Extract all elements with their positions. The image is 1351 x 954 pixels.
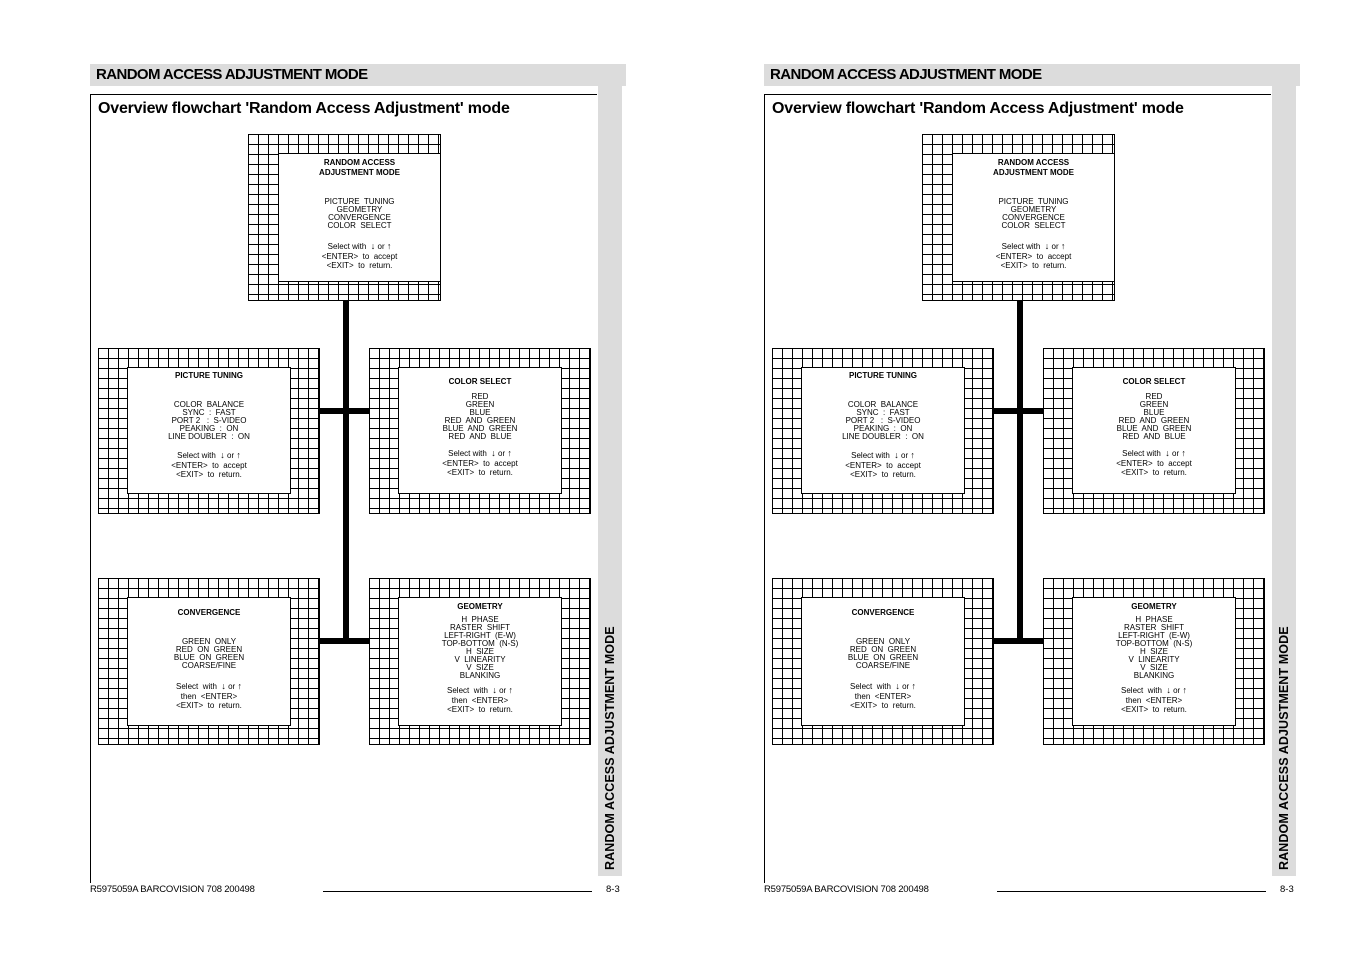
select-with-text: Select with <box>851 451 890 460</box>
menu-item: GREEN ONLY <box>855 637 911 646</box>
menu-items <box>953 198 1114 230</box>
convergence-screen <box>127 597 291 726</box>
menu-title: PICTURE TUNING <box>849 371 917 380</box>
menu-item: RED ON GREEN <box>849 645 917 654</box>
enter-instruction: <ENTER> to accept <box>845 460 921 470</box>
sidebar-tab-text: RANDOM ACCESS ADJUSTMENT MODE <box>1277 626 1291 870</box>
exit-instruction: <EXIT> to return. <box>447 705 513 714</box>
menu-item: H SIZE <box>465 647 494 656</box>
page-header: RANDOM ACCESS ADJUSTMENT MODE <box>764 64 1300 86</box>
select-instruction <box>953 242 1114 252</box>
select-with-text: Select with <box>176 682 217 691</box>
menu-title: GEOMETRY <box>457 602 503 611</box>
menu-title: RANDOM ACCESS ADJUSTMENT MODE <box>319 158 400 177</box>
menu-item: BLUE ON GREEN <box>173 653 245 662</box>
flow-connector-lower <box>993 638 1043 644</box>
up-arrow-icon: ↑ <box>508 685 513 695</box>
menu-items <box>802 638 964 670</box>
geometry-screen <box>1072 597 1236 726</box>
menu-item: RED AND BLUE <box>1122 432 1186 441</box>
menu-item: PICTURE TUNING <box>998 197 1069 206</box>
menu-title: CONVERGENCE <box>177 608 241 617</box>
select-with-text: Select with <box>850 682 891 691</box>
menu-item: BLUE <box>469 408 491 417</box>
menu-title: PICTURE TUNING <box>175 371 243 380</box>
or-text: or <box>902 682 910 691</box>
menu-item: BLANKING <box>459 671 501 680</box>
menu-item: RED AND GREEN <box>444 416 516 425</box>
menu-item: RASTER SHIFT <box>449 623 510 632</box>
menu-item: CONVERGENCE <box>328 213 391 222</box>
menu-title: RANDOM ACCESS ADJUSTMENT MODE <box>993 158 1074 177</box>
enter-instruction: then <ENTER> <box>1125 695 1183 705</box>
menu-item: H SIZE <box>1139 647 1168 656</box>
down-arrow-icon: ↓ <box>221 681 226 691</box>
menu-items <box>1073 616 1235 680</box>
menu-item: BLUE ON GREEN <box>847 653 919 662</box>
flow-connector-vertical <box>1017 300 1023 642</box>
picture-tuning-screen <box>801 367 965 494</box>
enter-instruction: <ENTER> to accept <box>442 458 518 468</box>
select-with-text: Select with <box>1001 242 1041 251</box>
main-menu-screen <box>278 153 441 282</box>
menu-item: RED <box>1145 392 1163 401</box>
select-with-text: Select with <box>1122 449 1161 458</box>
or-text: or <box>498 449 506 458</box>
enter-instruction: <ENTER> to accept <box>321 251 398 261</box>
select-instruction <box>399 686 561 696</box>
main-menu-screen <box>952 153 1115 282</box>
section-title: Overview flowchart 'Random Access Adjustment' mode <box>98 100 510 117</box>
menu-items <box>128 638 290 670</box>
menu-item: COLOR BALANCE <box>847 400 919 409</box>
menu-items <box>399 616 561 680</box>
up-arrow-icon: ↑ <box>236 450 241 460</box>
color-select-screen <box>1072 367 1236 494</box>
footer-page-number: 8-3 <box>606 884 620 895</box>
or-text: or <box>1172 449 1180 458</box>
or-text: or <box>377 242 385 251</box>
up-arrow-icon: ↑ <box>1182 685 1187 695</box>
menu-items <box>399 393 561 441</box>
flow-connector-upper <box>993 408 1043 414</box>
menu-item: V SIZE <box>1140 663 1168 672</box>
down-arrow-icon: ↓ <box>1044 241 1050 251</box>
menu-item: LEFT-RIGHT (E-W) <box>1118 631 1190 640</box>
down-arrow-icon: ↓ <box>220 450 225 460</box>
select-instruction <box>802 682 964 692</box>
enter-instruction: then <ENTER> <box>451 695 509 705</box>
menu-item: SYNC : FAST <box>182 408 236 417</box>
menu-item: PICTURE TUNING <box>324 197 395 206</box>
or-text: or <box>1173 686 1181 695</box>
menu-item: RED ON GREEN <box>175 645 243 654</box>
menu-item: GREEN <box>1139 400 1169 409</box>
convergence-screen <box>801 597 965 726</box>
select-instruction <box>399 449 561 459</box>
enter-instruction: <ENTER> to accept <box>995 251 1072 261</box>
select-instruction <box>279 242 440 252</box>
footer-doc-id: R5975059A BARCOVISION 708 200498 <box>90 884 255 895</box>
menu-item: RED AND GREEN <box>1118 416 1190 425</box>
select-with-text: Select with <box>327 242 367 251</box>
enter-instruction: <ENTER> to accept <box>171 460 247 470</box>
menu-items <box>279 198 440 230</box>
up-arrow-icon: ↑ <box>1181 448 1186 458</box>
exit-instruction: <EXIT> to return. <box>176 701 242 710</box>
flow-connector-upper <box>319 408 369 414</box>
exit-instruction: <EXIT> to return. <box>326 261 393 270</box>
enter-instruction: <ENTER> to accept <box>1116 458 1192 468</box>
menu-item: LINE DOUBLER : ON <box>842 432 924 441</box>
up-arrow-icon: ↑ <box>507 448 512 458</box>
or-text: or <box>901 451 909 460</box>
up-arrow-icon: ↑ <box>911 681 916 691</box>
footer-page-number: 8-3 <box>1280 884 1294 895</box>
menu-item: GEOMETRY <box>336 205 383 214</box>
menu-item: H PHASE <box>1135 615 1173 624</box>
menu-item: LEFT-RIGHT (E-W) <box>444 631 516 640</box>
select-with-text: Select with <box>1121 686 1162 695</box>
menu-item: COLOR SELECT <box>1001 221 1066 230</box>
menu-item: GREEN <box>465 400 495 409</box>
menu-item: BLUE AND GREEN <box>442 424 518 433</box>
flow-connector-lower <box>319 638 369 644</box>
flow-connector-vertical <box>343 300 349 642</box>
down-arrow-icon: ↓ <box>894 450 899 460</box>
menu-item: TOP-BOTTOM (N-S) <box>1115 639 1193 648</box>
exit-instruction: <EXIT> to return. <box>176 470 242 479</box>
enter-instruction: then <ENTER> <box>180 691 238 701</box>
menu-item: COLOR SELECT <box>327 221 392 230</box>
menu-item: BLUE <box>1143 408 1165 417</box>
menu-item: GEOMETRY <box>1010 205 1057 214</box>
select-instruction <box>128 451 290 461</box>
up-arrow-icon: ↑ <box>1060 241 1066 251</box>
or-text: or <box>228 682 236 691</box>
exit-instruction: <EXIT> to return. <box>1000 261 1067 270</box>
menu-item: H PHASE <box>461 615 499 624</box>
menu-item: SYNC : FAST <box>856 408 910 417</box>
exit-instruction: <EXIT> to return. <box>850 701 916 710</box>
select-with-text: Select with <box>177 451 216 460</box>
down-arrow-icon: ↓ <box>492 685 497 695</box>
menu-item: PORT 2 : S-VIDEO <box>171 416 247 425</box>
menu-item: COARSE/FINE <box>181 661 237 670</box>
geometry-screen <box>398 597 562 726</box>
select-instruction <box>802 451 964 461</box>
menu-item: RED AND BLUE <box>448 432 512 441</box>
menu-item: COARSE/FINE <box>855 661 911 670</box>
select-instruction <box>128 682 290 692</box>
select-instruction <box>1073 449 1235 459</box>
menu-item: BLANKING <box>1133 671 1175 680</box>
menu-item: V LINEARITY <box>454 655 506 664</box>
menu-item: V SIZE <box>466 663 494 672</box>
down-arrow-icon: ↓ <box>491 448 496 458</box>
or-text: or <box>1051 242 1059 251</box>
menu-items <box>802 401 964 441</box>
down-arrow-icon: ↓ <box>370 241 376 251</box>
or-text: or <box>499 686 507 695</box>
manual-page <box>86 0 666 954</box>
sidebar-tab-text: RANDOM ACCESS ADJUSTMENT MODE <box>603 626 617 870</box>
menu-item: PEAKING : ON <box>853 424 913 433</box>
menu-title: GEOMETRY <box>1131 602 1177 611</box>
exit-instruction: <EXIT> to return. <box>850 470 916 479</box>
footer-doc-id: R5975059A BARCOVISION 708 200498 <box>764 884 929 895</box>
down-arrow-icon: ↓ <box>1166 685 1171 695</box>
or-text: or <box>227 451 235 460</box>
menu-items <box>128 401 290 441</box>
manual-page <box>760 0 1340 954</box>
menu-item: BLUE AND GREEN <box>1116 424 1192 433</box>
enter-instruction: then <ENTER> <box>854 691 912 701</box>
exit-instruction: <EXIT> to return. <box>447 468 513 477</box>
menu-items <box>1073 393 1235 441</box>
menu-title: CONVERGENCE <box>851 608 915 617</box>
menu-item: GREEN ONLY <box>181 637 237 646</box>
up-arrow-icon: ↑ <box>237 681 242 691</box>
menu-item: PEAKING : ON <box>179 424 239 433</box>
down-arrow-icon: ↓ <box>895 681 900 691</box>
exit-instruction: <EXIT> to return. <box>1121 705 1187 714</box>
menu-item: RED <box>471 392 489 401</box>
up-arrow-icon: ↑ <box>386 241 392 251</box>
select-instruction <box>1073 686 1235 696</box>
menu-item: V LINEARITY <box>1128 655 1180 664</box>
menu-item: PORT 2 : S-VIDEO <box>845 416 921 425</box>
menu-item: LINE DOUBLER : ON <box>168 432 250 441</box>
footer-rule <box>323 891 592 892</box>
select-with-text: Select with <box>448 449 487 458</box>
menu-item: COLOR BALANCE <box>173 400 245 409</box>
menu-title: COLOR SELECT <box>1122 377 1186 386</box>
select-with-text: Select with <box>447 686 488 695</box>
menu-item: TOP-BOTTOM (N-S) <box>441 639 519 648</box>
section-title: Overview flowchart 'Random Access Adjustment' mode <box>772 100 1184 117</box>
page-header: RANDOM ACCESS ADJUSTMENT MODE <box>90 64 626 86</box>
menu-item: RASTER SHIFT <box>1123 623 1184 632</box>
menu-item: CONVERGENCE <box>1002 213 1065 222</box>
menu-title: COLOR SELECT <box>448 377 512 386</box>
picture-tuning-screen <box>127 367 291 494</box>
exit-instruction: <EXIT> to return. <box>1121 468 1187 477</box>
down-arrow-icon: ↓ <box>1165 448 1170 458</box>
footer-rule <box>997 891 1266 892</box>
color-select-screen <box>398 367 562 494</box>
up-arrow-icon: ↑ <box>910 450 915 460</box>
